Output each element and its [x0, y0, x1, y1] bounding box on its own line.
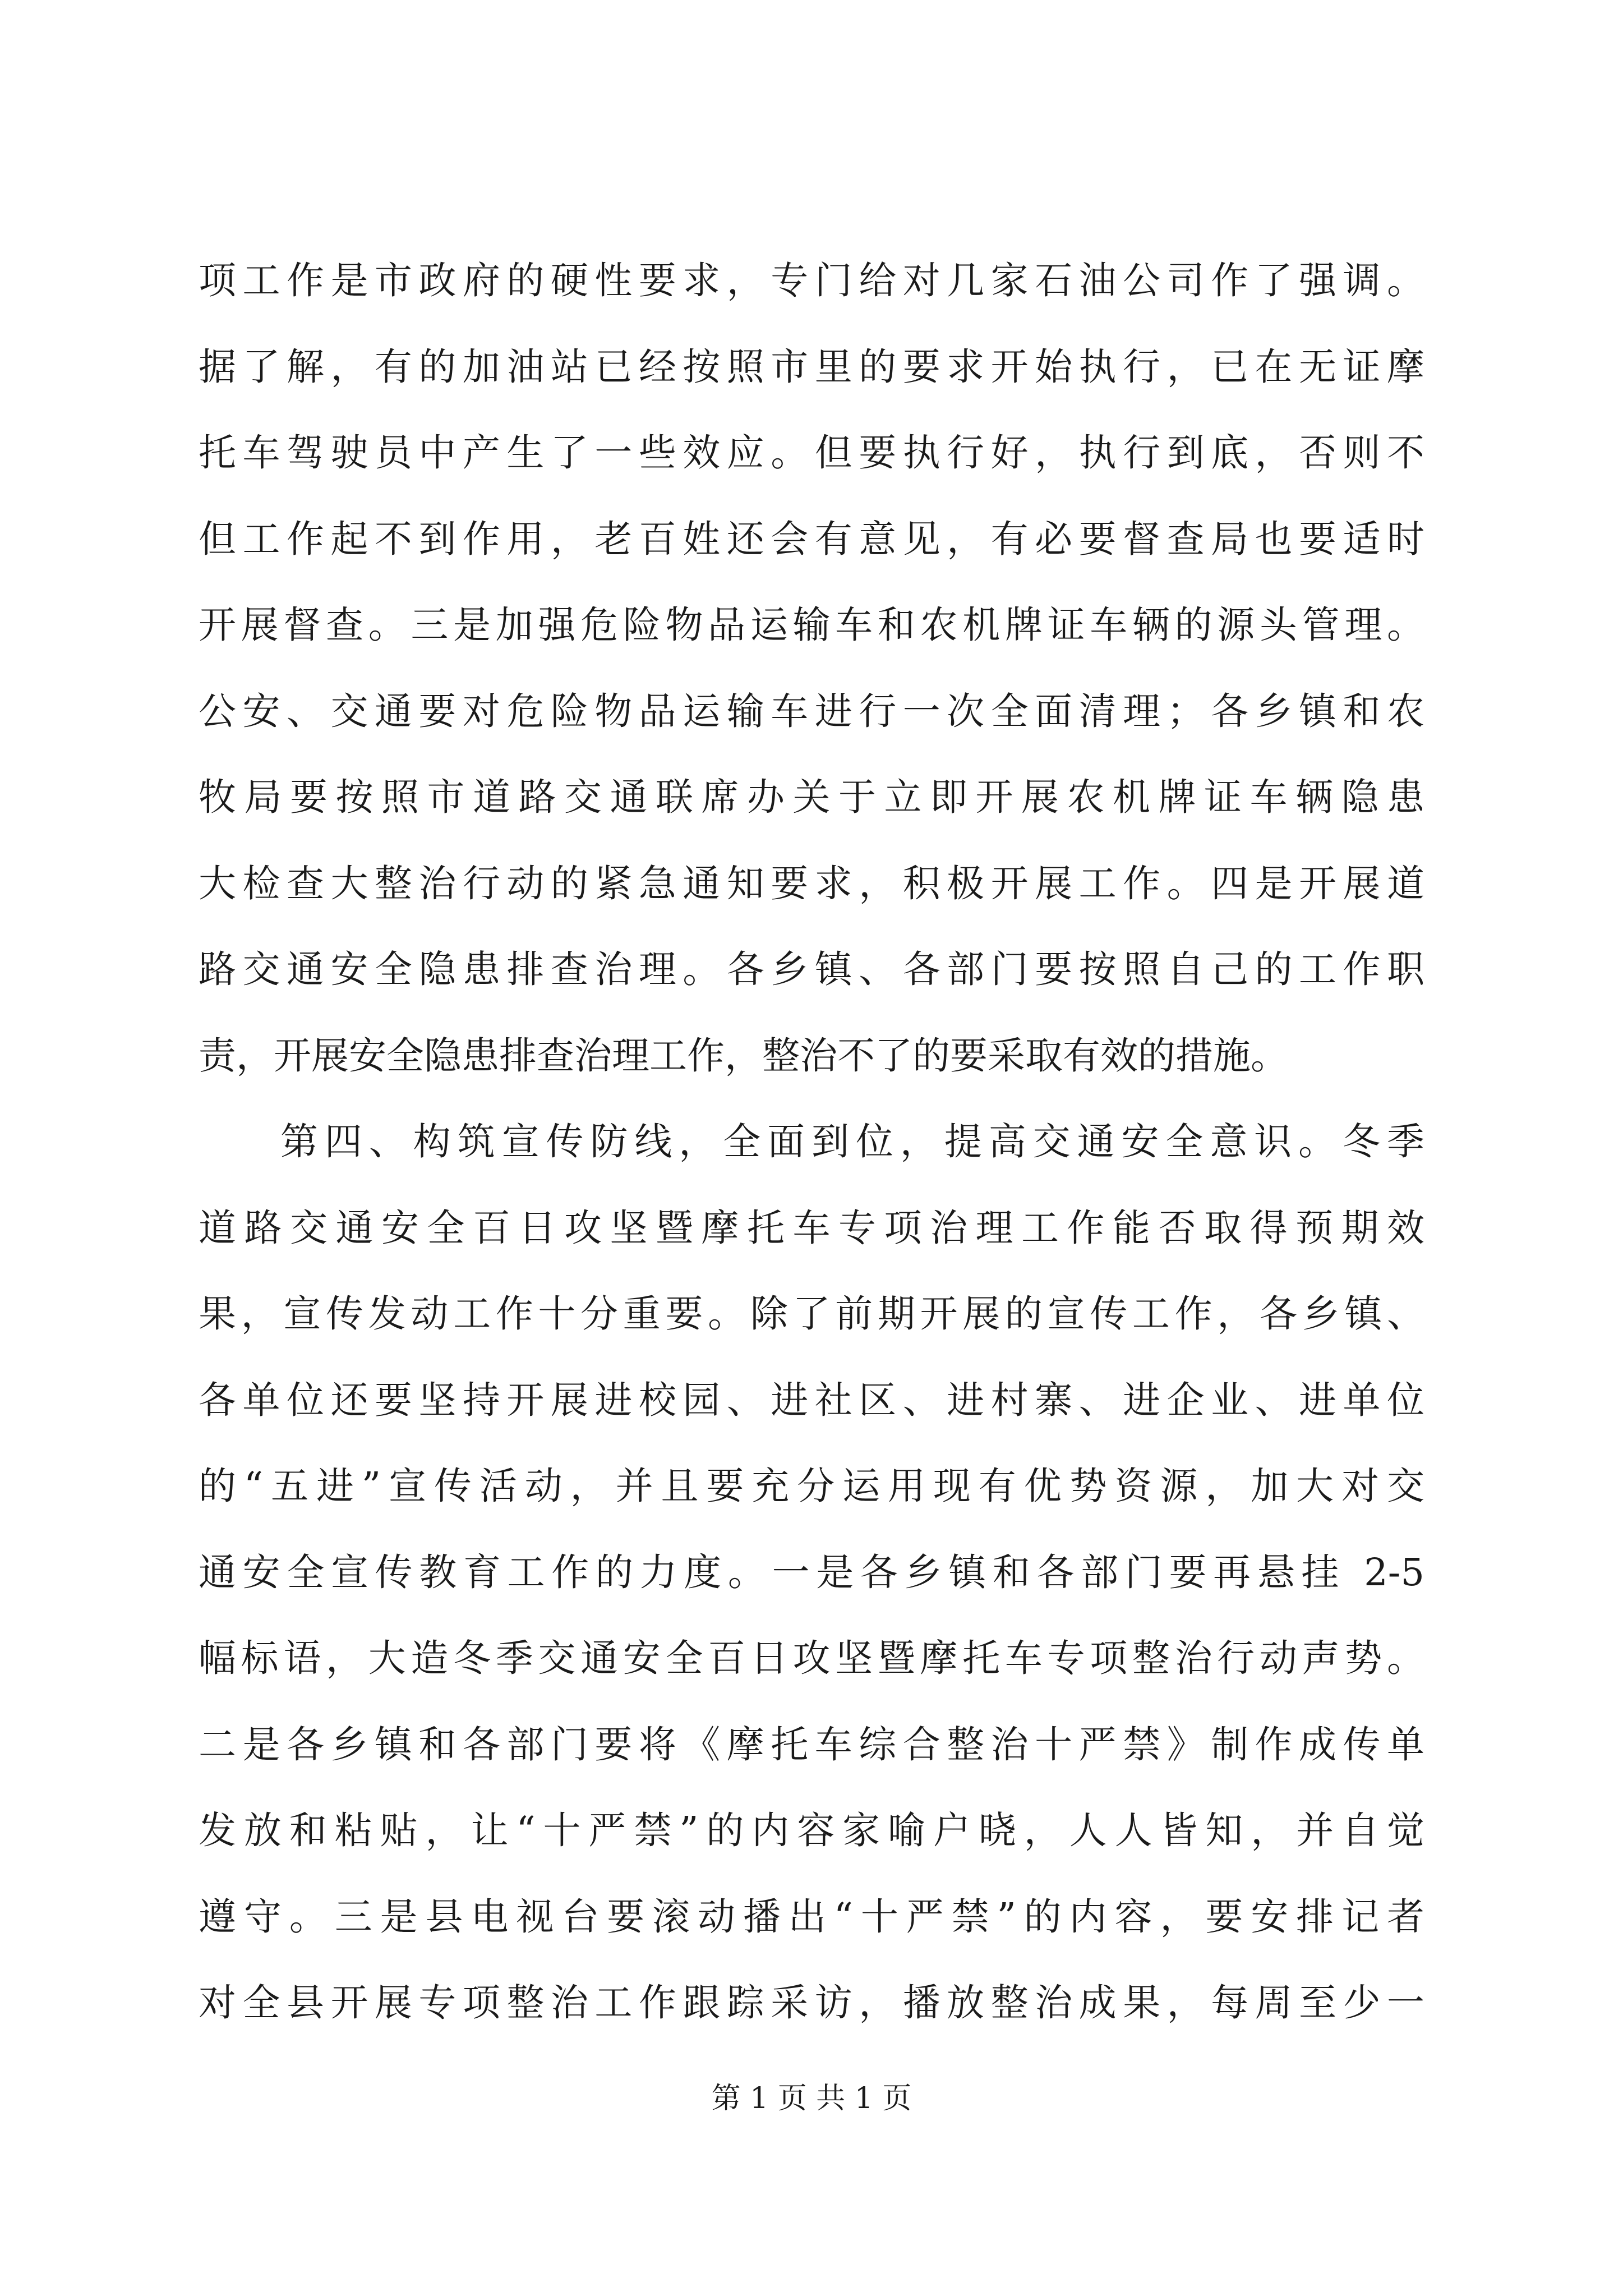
text-line: 开展督查。三是加强危险物品运输车和农机牌证车辆的源头管理。 — [199, 603, 1424, 647]
text-line: 但工作起不到作用，老百姓还会有意见，有必要督查局也要适时 — [199, 517, 1424, 561]
text-line: 果，宣传发动工作十分重要。除了前期开展的宣传工作，各乡镇、 — [199, 1292, 1424, 1336]
page-number-footer: 第 1 页 共 1 页 — [711, 2082, 912, 2115]
text-line: 发放和粘贴，让“十严禁”的内容家喻户晓，人人皆知，并自觉 — [199, 1809, 1424, 1852]
text-line: 托车驾驶员中产生了一些效应。但要执行好，执行到底，否则不 — [199, 431, 1424, 475]
text-line: 项工作是市政府的硬性要求，专门给对几家石油公司作了强调。 — [199, 259, 1424, 302]
text-line: 公安、交通要对危险物品运输车进行一次全面清理；各乡镇和农 — [199, 689, 1424, 733]
document-body — [199, 238, 1424, 2046]
text-line: 遵守。三是县电视台要滚动播出“十严禁”的内容，要安排记者 — [199, 1894, 1424, 1939]
text-line: 幅标语，大造冬季交通安全百日攻坚暨摩托车专项整治行动声势。 — [199, 1636, 1424, 1680]
text-line: 道路交通安全百日攻坚暨摩托车专项治理工作能否取得预期效 — [199, 1205, 1424, 1250]
text-line: 牧局要按照市道路交通联席办关于立即开展农机牌证车辆隐患 — [199, 775, 1424, 819]
paragraph-first-line: 第四、构筑宣传防线，全面到位，提高交通安全意识。冬季 — [280, 1120, 1424, 1163]
text-line: 路交通安全隐患排查治理。各乡镇、各部门要按照自己的工作职 — [199, 947, 1424, 991]
text-line: 对全县开展专项整治工作跟踪采访，播放整治成果，每周至少一 — [199, 1981, 1424, 2024]
text-line: 通安全宣传教育工作的力度。一是各乡镇和各部门要再悬挂 2-5 — [199, 1550, 1424, 1594]
text-line: 责，开展安全隐患排查治理工作，整治不了的要采取有效的措施。 — [199, 1033, 1288, 1078]
text-line: 各单位还要坚持开展进校园、进社区、进村寨、进企业、进单位 — [199, 1378, 1424, 1422]
text-line: 二是各乡镇和各部门要将《摩托车综合整治十严禁》制作成传单 — [199, 1722, 1424, 1766]
text-line: 据了解，有的加油站已经按照市里的要求开始执行，已在无证摩 — [199, 344, 1424, 389]
text-line: 大检查大整治行动的紧急通知要求，积极开展工作。四是开展道 — [199, 861, 1424, 905]
text-line: 的“五进”宣传活动，并且要充分运用现有优势资源，加大对交 — [199, 1464, 1424, 1508]
